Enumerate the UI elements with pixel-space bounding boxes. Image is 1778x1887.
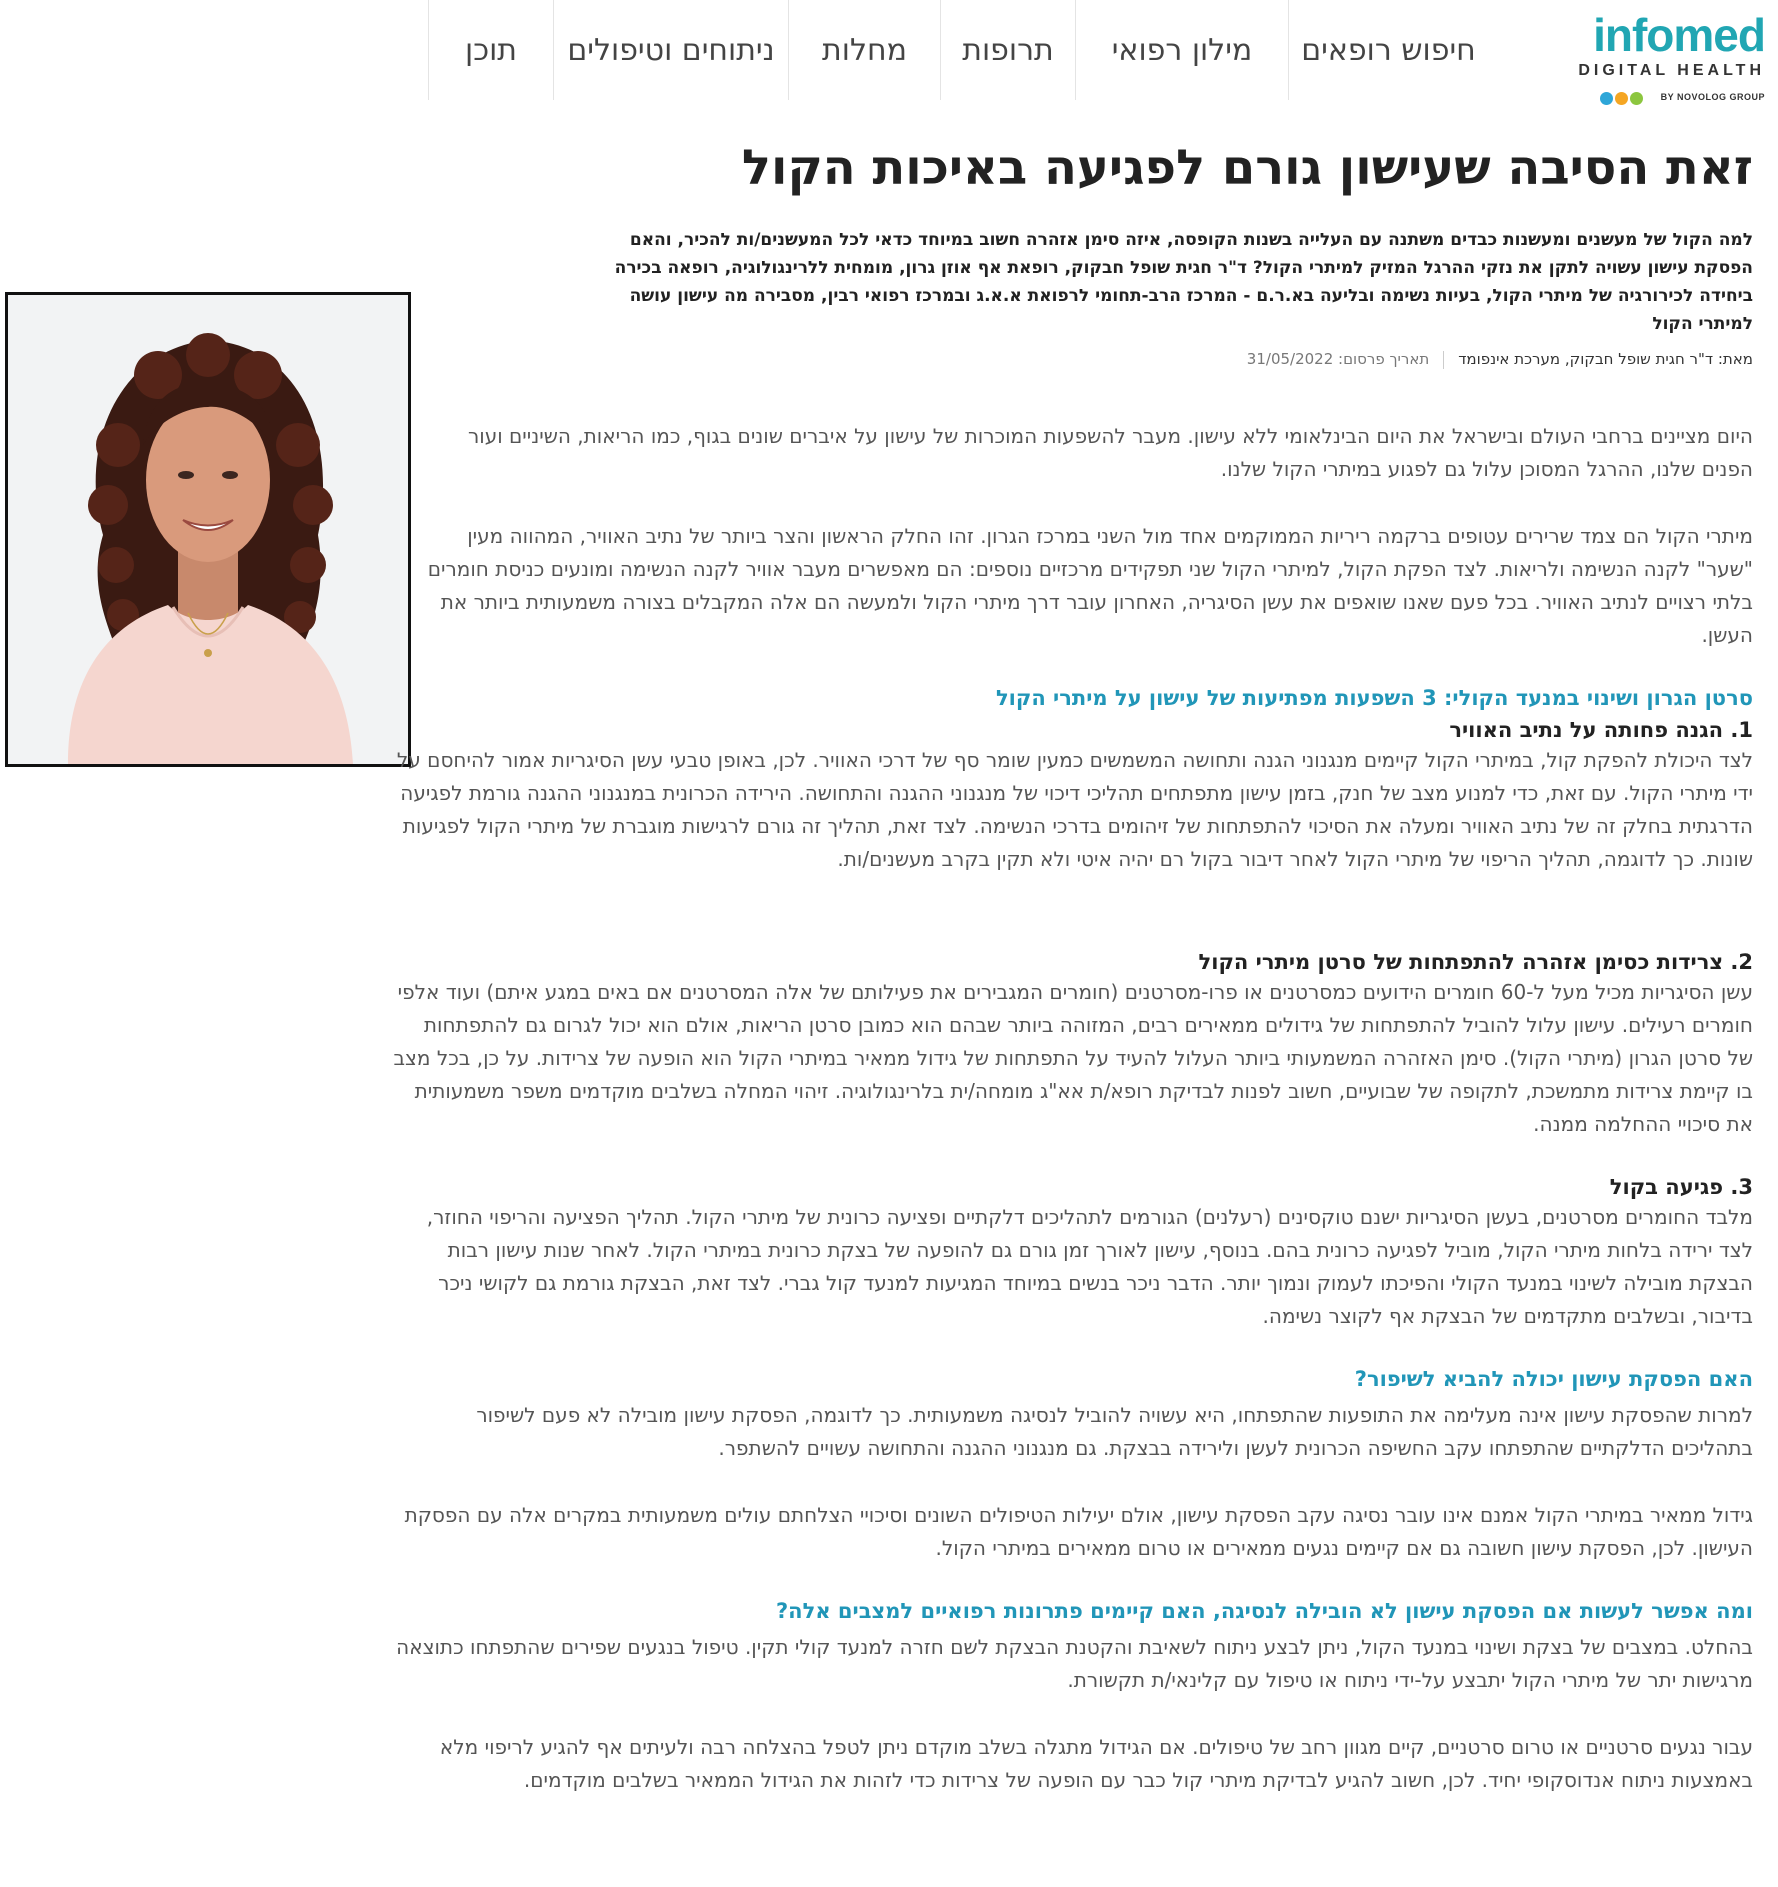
- nav-item-diseases[interactable]: מחלות: [788, 0, 940, 100]
- paragraph: בהחלט. במצבים של בצקת ושינוי במנעד הקול, ניתן לבצע ניתוח לשאיבת והקטנת הבצקת לשם חזרה למנעד קולי תקין. טיפול בנגעים שפירים שהתפתחו כתוצאה מרגישות יתר של מיתרי הקול יתבצע על-ידי ניתוח או טיפול עם קלינאי/ת תקשורת.: [396, 1635, 1753, 1692]
- paragraph: עשן הסיגריות מכיל מעל ל-60 חומרים הידועים כמסרטנים או פרו-מסרטנים (חומרים המגבירים את פעילותם של אלה המסרטנים אם באים במגע איתם) ועוד אלפי חומרים רעילים. עישון עלול להוביל להתפתחות של גידולים ממאירים רבים, המזוהה ביותר שבהם הוא כמובן סרטן הריאות, אולם הוא יכול לגרום גם להתפתחות של סרטן הגרון (מיתרי הקול). סימן האזהרה המשמעותי ביותר העלול להעיד על התפתחות של גידול ממאיר במיתרי הקול הוא הופעה של צרידות. על כן, בכל מצב בו קיימת צרידות מתמשכת, לתקופה של שבועיים, חשוב לפנות לבדיקת רופא/ת אא"ג מומחה/ית בלרינגולוגיה. זיהוי המחלה בשלבים מוקדמים משפר משמעותית את סיכויי ההחלמה ממנה.: [393, 980, 1753, 1136]
- article-author: מאת: ד"ר חגית שופל חבקוק, מערכת אינפומד: [1458, 350, 1753, 368]
- nav-item-medical-dictionary[interactable]: מילון רפואי: [1075, 0, 1288, 100]
- section-heading: ומה אפשר לעשות אם הפסקת עישון לא הובילה לנסיגה, האם קיימים פתרונות רפואיים למצבים אלה?: [776, 1599, 1753, 1623]
- section-heading: סרטן הגרון ושינוי במנעד הקולי: 3 השפעות מפתיעות של עישון על מיתרי הקול: [995, 686, 1753, 710]
- article-meta: [1247, 350, 1753, 369]
- subsection-heading: 2. צרידות כסימן אזהרה להתפתחות של סרטן מיתרי הקול: [1198, 950, 1753, 974]
- section-heading: האם הפסקת עישון יכולה להביא לשיפור?: [1354, 1367, 1753, 1391]
- paragraph: היום מציינים ברחבי העולם ובישראל את היום הבינלאומי ללא עישון. מעבר להשפעות המוכרות של עישון על איברים שונים בגוף, כמו הריאות, השיניים ועור הפנים שלנו, ההרגל המסוכן עלול גם לפגוע במיתרי הקול שלנו.: [467, 424, 1753, 481]
- nav-item-content[interactable]: תוכן: [428, 0, 553, 100]
- logo-group: BY NOVOLOG GROUP: [1660, 92, 1765, 102]
- paragraph: גידול ממאיר במיתרי הקול אמנם אינו עובר נסיגה עקב הפסקת עישון, אולם יעילות הטיפולים השונים וסיכויי הצלחתם עולים משמעותית במקרים אלה עם הפסקת העישון. לכן, הפסקת עישון חשובה גם אם קיימים נגעים ממאירים או טרום ממאירים במיתרי הקול.: [404, 1503, 1753, 1560]
- author-photo: [5, 292, 411, 767]
- paragraph: מיתרי הקול הם צמד שרירים עטופים ברקמה ריריות הממוקמים אחד מול השני במרכז הגרון. זהו החלק הראשון והצר ביותר של נתיב האוויר, המהווה מעין "שער" לקנה הנשימה ולריאות. לצד הפקת הקול, למיתרי הקול שני תפקידים מרכזיים נוספים: הם מאפשרים מעבר אוויר לקנה הנשימה ומונעים כניסת חומרים בלתי רצויים לנתיב האוויר. בכל פעם שאנו שואפים את עשן הסיגריה, האחרון עובר דרך מיתרי הקול ולמעשה הם אלה המקבלים בצורה משמעותית ביותר את העשן.: [427, 524, 1753, 647]
- main-nav: [428, 0, 1488, 100]
- meta-divider: [1443, 351, 1444, 369]
- subsection-heading: 3. פגיעה בקול: [1609, 1175, 1753, 1199]
- site-header: [0, 0, 1778, 105]
- logo-subtitle: DIGITAL HEALTH: [1578, 62, 1765, 79]
- logo-brand: infomed: [1593, 9, 1765, 61]
- paragraph: מלבד החומרים מסרטנים, בעשן הסיגריות ישנם טוקסינים (רעלנים) הגורמים לתהליכים דלקתיים ופציעה כרונית של מיתרי הקול. תהליך הפציעה והריפוי החוזר, לצד ירידה בלחות מיתרי הקול, מוביל לפגיעה כרונית בהם. בנוסף, עישון לאורך זמן גורם גם להופעה של בצקת כרונית במיתרי הקול. לאחר שנות עישון רבות הבצקת מובילה לשינוי במנעד הקולי והפיכתו לעמוק ונמוך יותר. הדבר ניכר בנשים במיוחד המגיעות למנעד קול גברי. לצד זאת, הבצקת גורמת גם לקושי ניכר בדיבור, ובשלבים מתקדמים של הבצקת אף לקוצר נשימה.: [426, 1205, 1753, 1328]
- infomed-logo[interactable]: [1555, 9, 1765, 102]
- paragraph: למרות שהפסקת עישון אינה מעלימה את התופעות שהתפתחו, היא עשויה להוביל לנסיגה משמעותית. כך לדוגמה, הפסקת עישון מובילה לא פעם לשיפור בתהליכים הדלקתיים שהתפתחו עקב החשיפה הכרונית לעשן ולירידה בבצקת. גם מנגנוני ההגנה והתחושה עשויים להשתפר.: [476, 1403, 1753, 1460]
- article-body: [393, 420, 1753, 1831]
- article-summary: למה הקול של מעשנים ומעשנות כבדים משתנה עם העלייה בשנות הקופסה, איזה סימן אזהרה חשוב במיוחד כדאי לכל המעשנים/ות להכיר, והאם הפסקת עישון עשויה לתקן את נזקי ההרגל המזיק למיתרי הקול? ד"ר חגית שופל חבקוק, רופאת אף אוזן גרון, מומחית ללרינגולוגיה, רופאה בכירה ביחידה לכירורגיה של מיתרי הקול, בעיות נשימה ובליעה בא.ר.ם - המרכז הרב-תחומי לרפואת א.א.ג ובמרכז רפואי רבין, מסבירה מה עישון עושה למיתרי הקול: [614, 230, 1753, 334]
- subsection-heading: 1. הגנה פחותה על נתיב האוויר: [1449, 718, 1753, 742]
- nav-item-surgeries[interactable]: ניתוחים וטיפולים: [553, 0, 788, 100]
- nav-item-drugs[interactable]: תרופות: [940, 0, 1075, 100]
- paragraph: עבור נגעים סרטניים או טרום סרטניים, קיים מגוון רחב של טיפולים. אם הגידול מתגלה בשלב מוקדם ניתן לטפל בהצלחה רבה ולעיתים אף להגיע לריפוי מלא באמצעות ניתוח אנדוסקופי יחיד. לכן, חשוב להגיע לבדיקת מיתרי קול כבר עם הופעה של צרידות כדי לזהות את הגידול הממאיר בשלבים מוקדמים.: [439, 1735, 1753, 1792]
- author-portrait-image: [8, 295, 408, 764]
- nav-item-doctor-search[interactable]: חיפוש רופאים: [1288, 0, 1488, 100]
- article-title: זאת הסיבה שעישון גורם לפגיעה באיכות הקול: [741, 140, 1753, 196]
- article-date: תאריך פרסום: 31/05/2022: [1246, 350, 1430, 368]
- paragraph: לצד היכולת להפקת קול, במיתרי הקול קיימים מנגנוני הגנה ותחושה המשמשים כמעין שומר סף של דרכי האוויר. לכן, באופן טבעי עשן הסיגריות אמור להיחסם על ידי מיתרי הקול. עם זאת, כדי למנוע מצב של חנק, בזמן עישון מתפתחים תהליכי דיכוי של מנגנוני ההגנה והתחושה. הירידה הכרונית במנגנוני ההגנה גורמת לפגיעה הדרגתית בחלק זה של נתיב האוויר ומעלה את הסיכוי להתפתחות של זיהומים בדרכי הנשימה. לצד זאת, תהליך זה גורם לרגישות מוגברת של מיתרי הקול לפגיעות שונות. כך לדוגמה, תהליך הריפוי של מיתרי הקול לאחר דיבור בקול רם יהיה איטי ולא תקין בקרב מעשנים/ות.: [396, 748, 1753, 871]
- logo-dots-icon: [1600, 90, 1645, 109]
